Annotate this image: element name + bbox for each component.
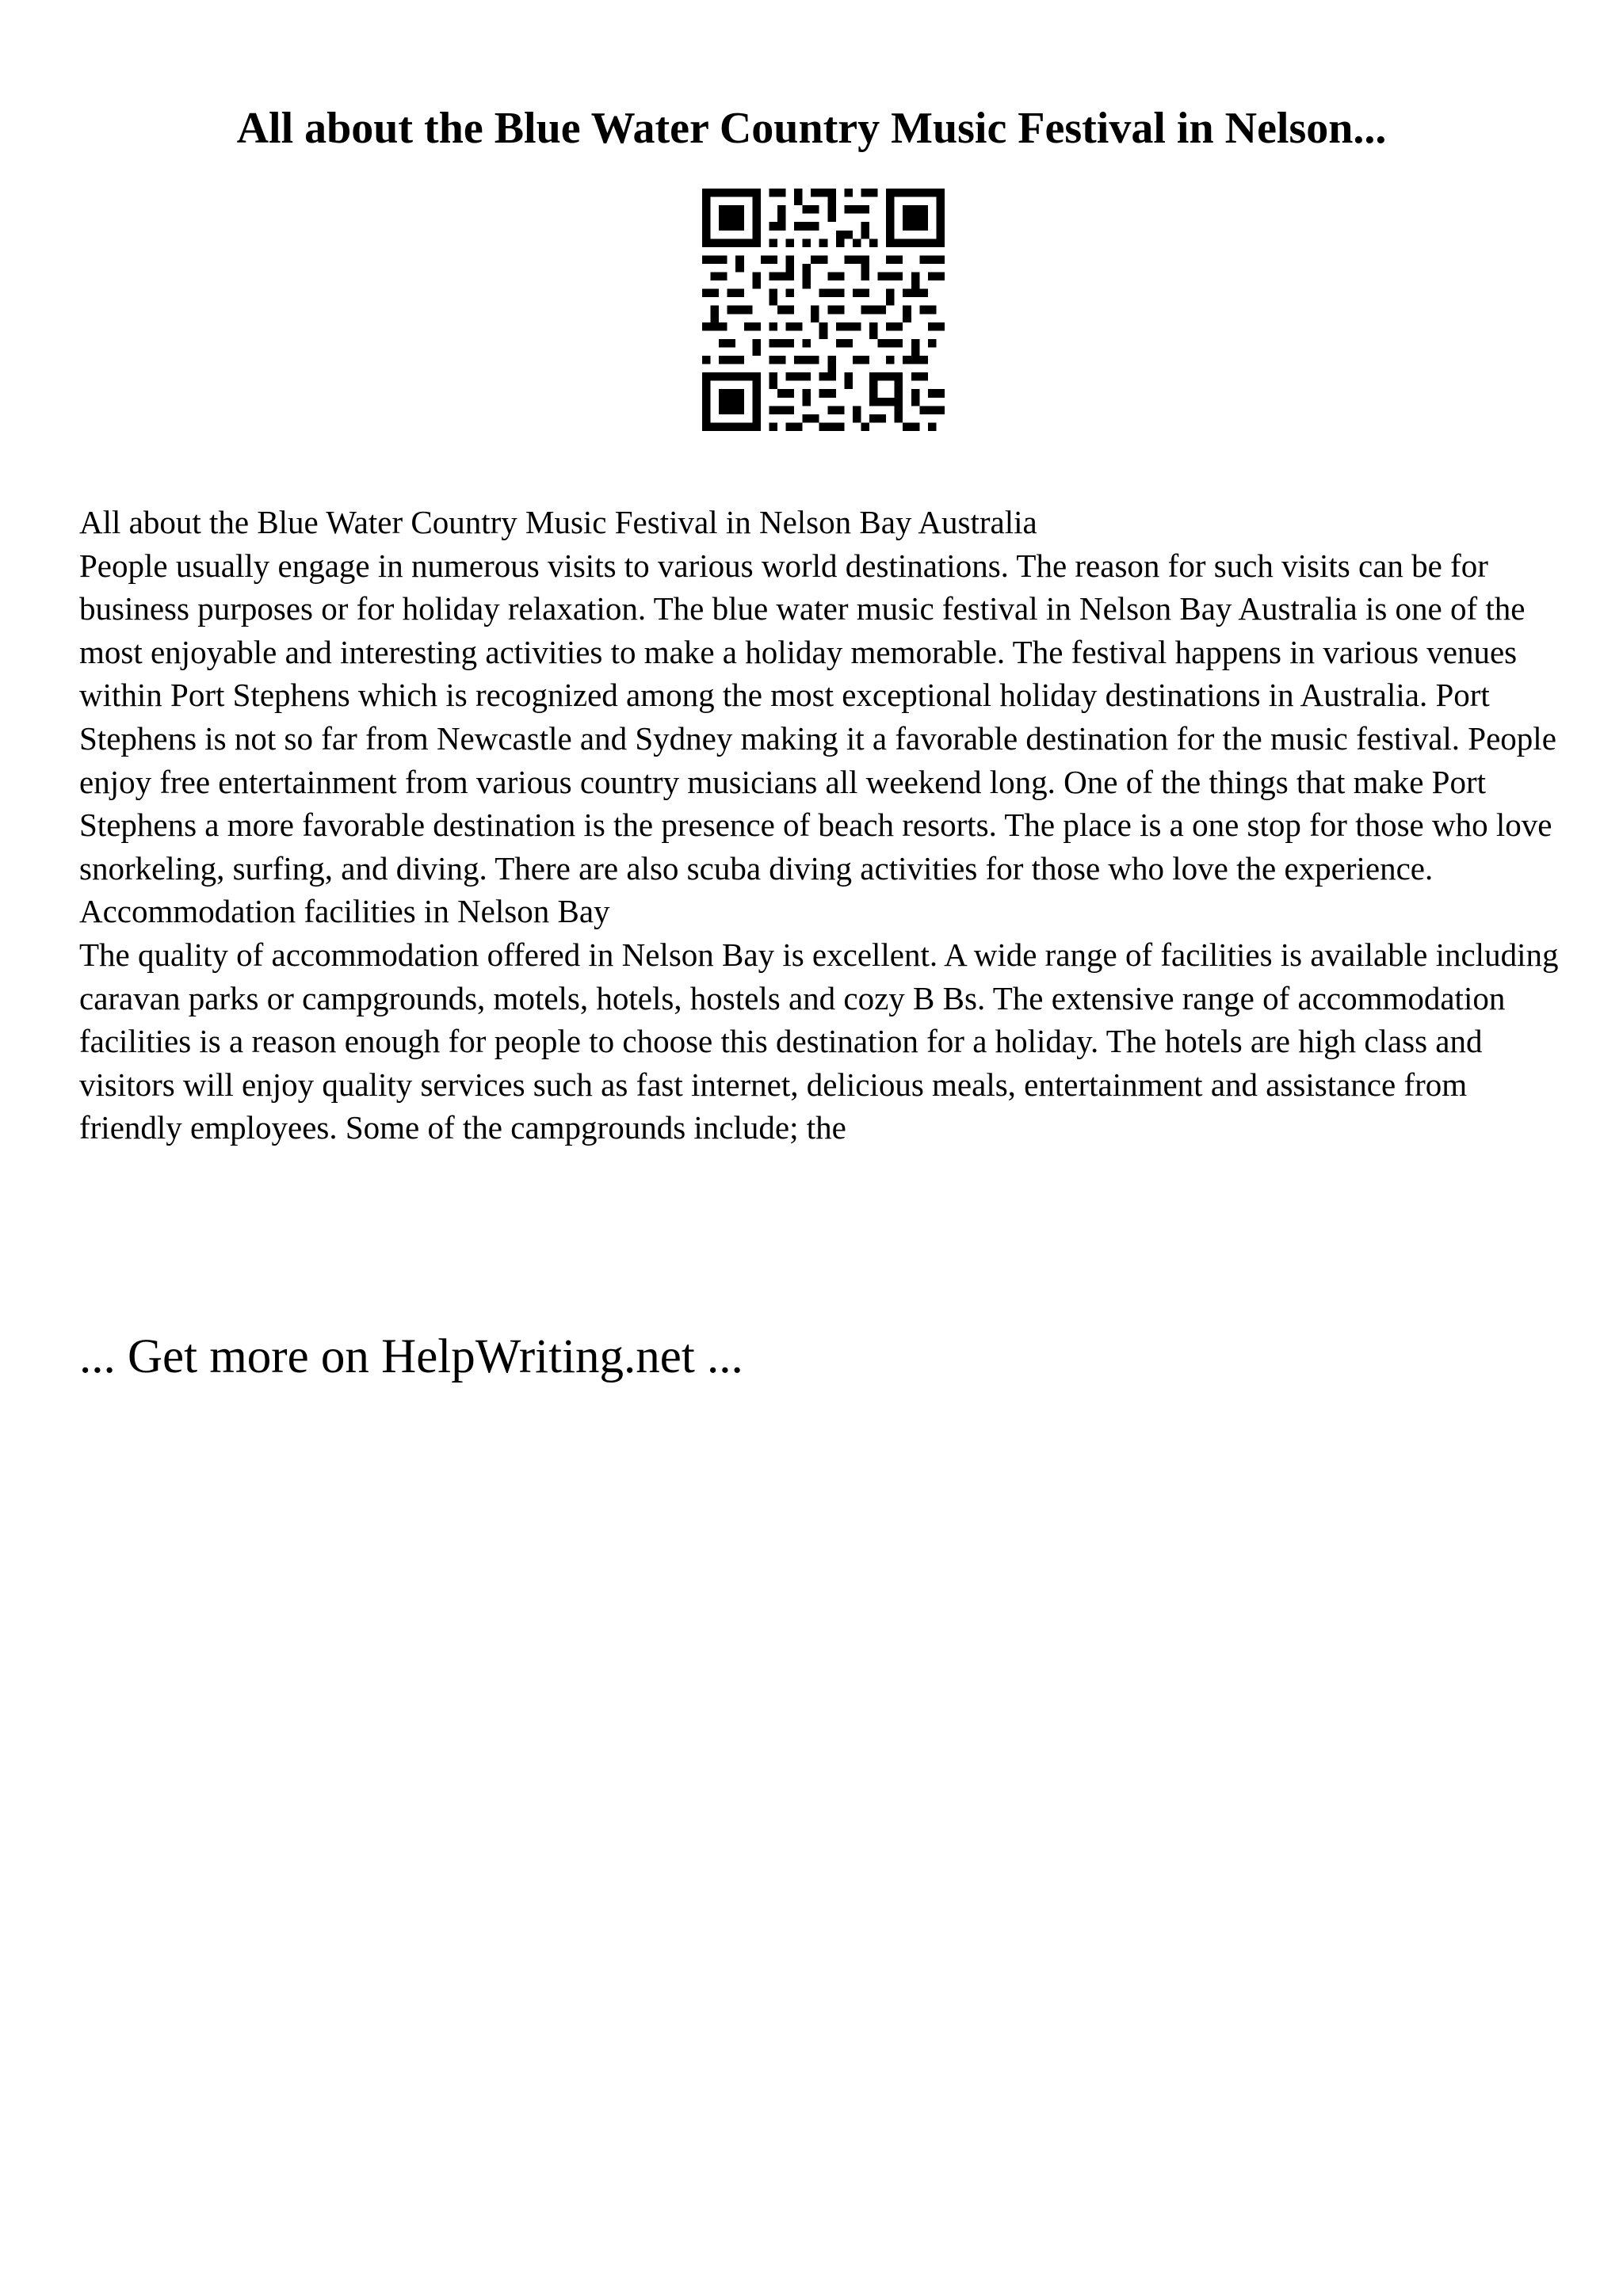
article-heading: All about the Blue Water Country Music Festival in Nelson Bay Australia xyxy=(79,504,1037,540)
article-paragraph: The quality of accommodation offered in Nelson Bay is excellent. A wide range of facilities is available including caravan parks or campgrounds, motels, hotels, hostels and cozy B Bs. The extensive range of accommodation facilities is a reason enough for people to choose this destination for a holiday. The hotels are high class and visitors will enjoy quality services such as fast internet, delicious meals, entertainment and assistance from friendly employees. Some of the campgrounds include; the xyxy=(79,936,1559,1146)
get-more-link[interactable]: ... Get more on HelpWriting.net ... xyxy=(79,1330,743,1383)
qr-code-icon[interactable] xyxy=(702,189,945,431)
document-title: All about the Blue Water Country Music Festival in Nelson... xyxy=(236,104,1387,153)
article-paragraph: People usually engage in numerous visits to various world destinations. The reason for such visits can be for business purposes or for holiday relaxation. The blue water music festival in Nelson Bay Australia is one of the most enjoyable and interesting activities to make a holiday memorable. The festival happens in various venues within Port Stephens which is recognized among the most exceptional holiday destinations in Australia. Port Stephens is not so far from Newcastle and Sydney making it a favorable destination for the music festival. People enjoy free entertainment from various country musicians all weekend long. One of the things that make Port Stephens a more favorable destination is the presence of beach resorts. The place is a one stop for those who love snorkeling, surfing, and diving. There are also scuba diving activities for those who love the experience. xyxy=(79,547,1556,887)
article-body xyxy=(79,501,1561,1150)
section-heading: Accommodation facilities in Nelson Bay xyxy=(79,893,610,930)
